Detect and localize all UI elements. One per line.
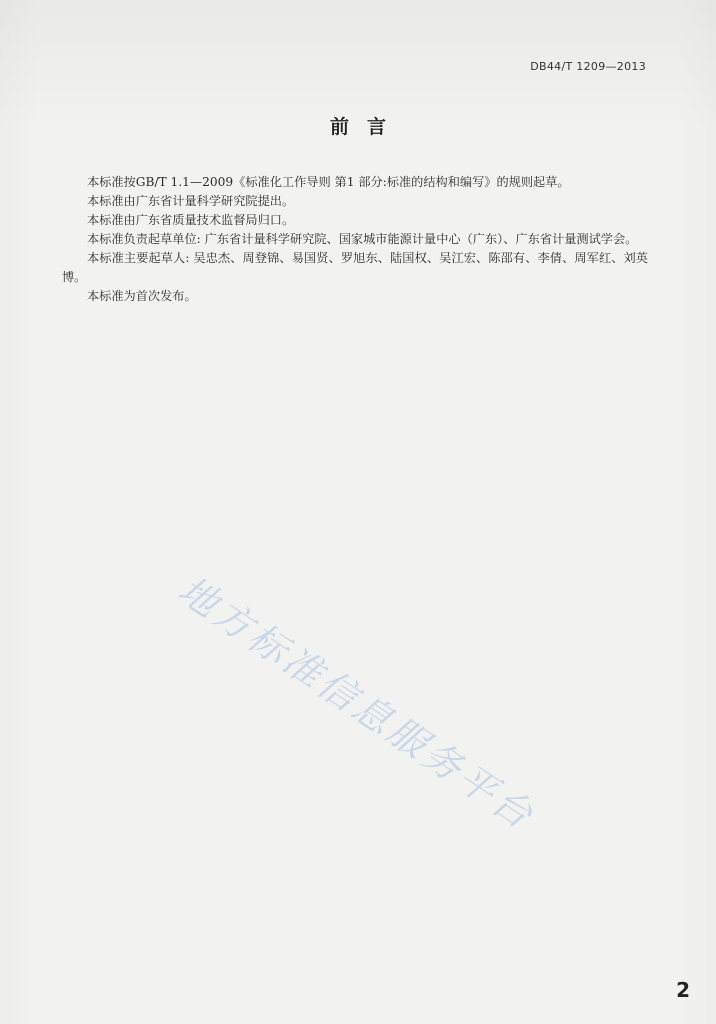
page-title: 前言 (329, 116, 404, 138)
watermark-text: 地方标准信息服务平台 (170, 567, 544, 839)
paragraph-proposer: 本标准由广东省计量科学研究院提出。 (87, 194, 295, 208)
document-code: DB44/T 1209—2013 (530, 60, 646, 73)
foreword-body (62, 173, 648, 306)
paragraph-drafters: 本标准主要起草人: 吴忠杰、周登锦、易国贤、罗旭东、陆国权、吴江宏、陈邵有、李倩、周军红、刘英博。 (62, 251, 648, 284)
paragraph-drafting-units: 本标准负责起草单位: 广东省计量科学研究院、国家城市能源计量中心（广东）、广东省计量测试学会。 (87, 232, 638, 246)
paragraph-administrator: 本标准由广东省质量技术监督局归口。 (87, 213, 295, 227)
paragraph-drafting-rules: 本标准按GB/T 1.1—2009《标准化工作导则 第1 部分:标准的结构和编写》的规则起草。 (87, 175, 570, 189)
page-number: 2 (676, 978, 690, 1002)
paragraph-first-release: 本标准为首次发布。 (87, 289, 197, 303)
